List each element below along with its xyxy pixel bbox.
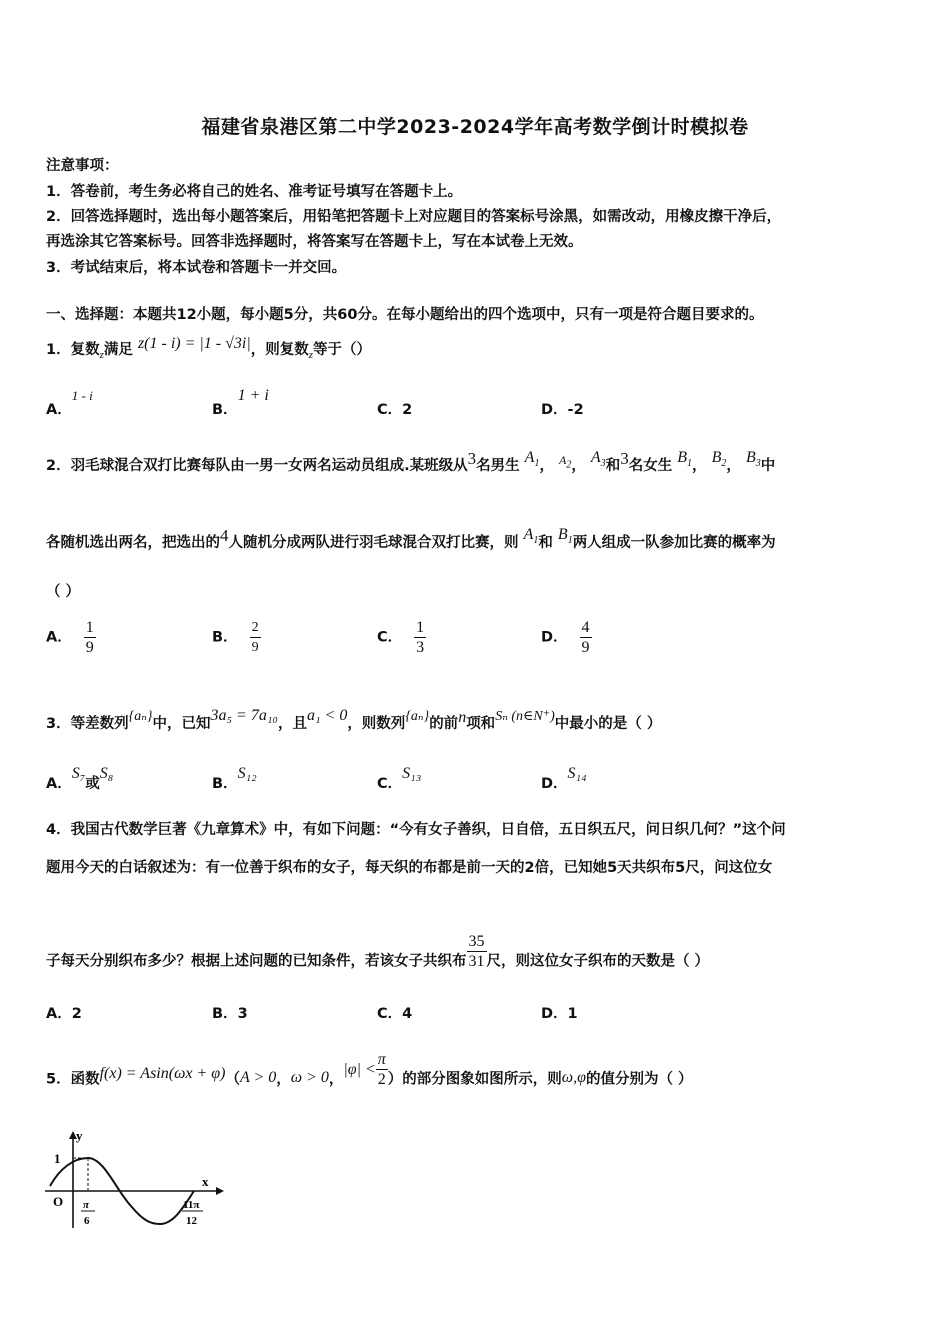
q2-option-d[interactable]: D． $\frac{4}{9}$ (541, 619, 590, 656)
q1-option-a[interactable]: A．1 - i (46, 388, 93, 418)
q2-option-c[interactable]: C． $\frac{1}{3}$ (377, 619, 425, 656)
notice-item-2-cont: 再选涂其它答案标号。回答非选择题时，将答案写在答题卡上，写在本试卷上无效。 (46, 234, 583, 250)
x-axis-label: x (202, 1174, 209, 1189)
notice-item-1: 1．答卷前，考生务必将自己的姓名、准考证号填写在答题卡上。 (46, 184, 463, 200)
pi6-denominator: 6 (84, 1215, 90, 1227)
q4-option-b[interactable]: B．3 (212, 1006, 248, 1022)
q1-text: 满足 (103, 342, 133, 358)
question-2-line-2: 各随机选出两名，把选出的4人随机分成两队进行羽毛球混合双打比赛，则 $A_1$和 $B_1$两人组成一队参加比赛的概率为 (46, 526, 776, 551)
q1-option-b[interactable]: B．1 + i (212, 387, 269, 418)
q2-option-a[interactable]: A． $\frac{1}{9}$ (46, 619, 94, 656)
pi6-numerator: π (83, 1199, 90, 1211)
q1-text: 等于（） (313, 342, 372, 358)
q1-equation: z(1 - i) = |1 - √3i| (137, 335, 251, 352)
sine-graph (40, 1128, 230, 1232)
q4-option-d[interactable]: D．1 (541, 1006, 578, 1022)
q2-option-b[interactable]: B． $\frac{2}{9}$ (212, 620, 259, 655)
y-one-label: 1 (54, 1151, 61, 1166)
question-2-line-1: 2．羽毛球混合双打比赛每队由一男一女两名运动员组成.某班级从3名男生 $A_1$， $^{A_2}$， $A_3$和3名女生 $B_1$， $B_2$， $B_3$中 (46, 449, 776, 474)
q3-option-a[interactable]: A．S₇或S₈ (46, 765, 114, 792)
notice-heading: 注意事项： (46, 158, 119, 174)
x-axis-arrow (216, 1187, 224, 1195)
page-title: 福建省泉港区第二中学2023-2024学年高考数学倒计时模拟卷 (201, 116, 749, 138)
question-4-line-2: 题用今天的白话叙述为：有一位善于织布的女子，每天织的布都是前一天的2倍，已知她5天共织布5尺，问这位女 (46, 860, 773, 876)
q3-option-b[interactable]: B．S₁₂ (212, 765, 257, 792)
q4-option-a[interactable]: A．2 (46, 1006, 82, 1022)
q2-answer-paren: （ ） (46, 584, 81, 600)
question-4-line-3: 子每天分别织布多少？根据上述问题的已知条件，若该女子共织布 $\frac{35}{31}$ 尺，则这位女子织布的天数是（ ） (46, 933, 710, 970)
section-heading: 一、选择题：本题共12小题，每小题5分，共60分。在每小题给出的四个选项中，只有一项是符合题目要求的。 (46, 307, 764, 323)
notice-item-3: 3．考试结束后，将本试卷和答题卡一并交回。 (46, 260, 347, 276)
q1-text: ，则复数 (250, 342, 309, 358)
y-axis-label: y (76, 1128, 83, 1143)
x11-denominator: 12 (186, 1215, 197, 1227)
q1-text: 1．复数 (46, 342, 100, 358)
q3-option-c[interactable]: C．S₁₃ (377, 765, 422, 792)
q1-var-z: z (99, 348, 104, 361)
question-3: 3．等差数列{aₙ}中，已知3a₅ = 7a₁₀，且a₁ < 0，则数列{aₙ}的前n项和Sₙ (n∈N⁺)中最小的是（ ） (46, 707, 662, 732)
q1-var-z: z (308, 348, 314, 361)
origin-label: O (53, 1194, 64, 1209)
q3-option-d[interactable]: D．S₁₄ (541, 765, 587, 792)
question-4-line-1: 4．我国古代数学巨著《九章算术》中，有如下问题：“今有女子善织，日自倍，五日织五尺，问日织几何？”这个问 (46, 822, 786, 838)
notice-item-2: 2．回答选择题时，选出每小题答案后，用铅笔把答题卡上对应题目的答案标号涂黑，如需改动，用橡皮擦干净后， (46, 209, 782, 225)
q1-option-d[interactable]: D．-2 (541, 402, 584, 418)
question-5: 5．函数f(x) = Asin(ωx + φ)（A > 0，ω > 0，|φ| < $\frac{\pi}{2}$ ）的部分图象如图所示，则ω,φ的值分别为（ ） (46, 1051, 693, 1088)
q1-option-c[interactable]: C．2 (377, 402, 413, 418)
x11-numerator: 11π (183, 1199, 200, 1211)
q4-option-c[interactable]: C．4 (377, 1006, 413, 1022)
question-1 (46, 335, 372, 361)
